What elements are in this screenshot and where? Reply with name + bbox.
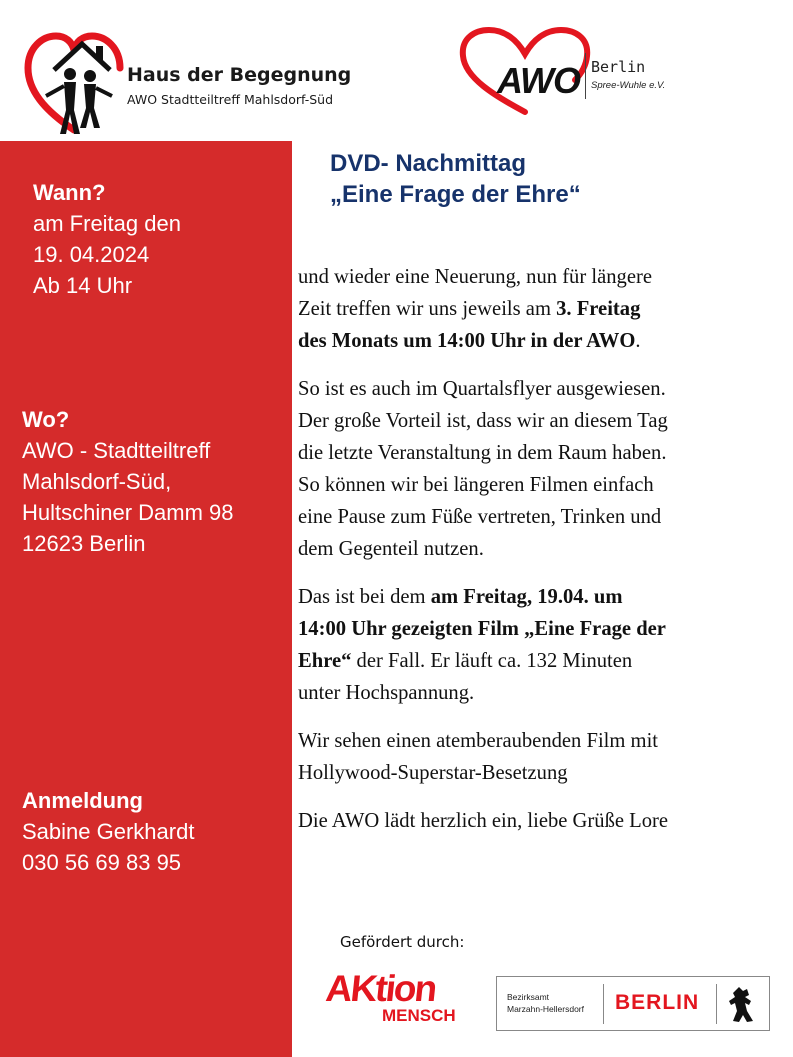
text-line: eine Pause zum Füße vertreten, Trinken und	[298, 506, 662, 528]
bezirksamt-line: Marzahn-Hellersdorf	[507, 1004, 584, 1014]
berlin-bear-icon	[725, 985, 761, 1025]
bezirksamt-line: Bezirksamt	[507, 992, 550, 1002]
bezirksamt-logo	[496, 976, 770, 1031]
text-line: der Fall. Er läuft ca. 132 Minuten	[351, 650, 633, 672]
registration-block	[22, 785, 194, 878]
text-line: die letzte Veranstaltung in dem Raum haben.	[298, 442, 667, 464]
where-block	[22, 404, 234, 559]
bold-text: des Monats um 14:00 Uhr in der AWO	[298, 330, 636, 352]
text-line: Die AWO lädt herzlich ein, liebe Grüße Lore	[298, 810, 669, 832]
mensch-logo-text: MENSCH	[382, 1006, 456, 1025]
text-line: Das ist bei dem	[298, 586, 431, 608]
info-sidebar	[0, 141, 292, 1057]
bezirksamt-text	[507, 991, 584, 1015]
awo-city: Berlin	[591, 58, 646, 76]
where-heading: Wo?	[22, 407, 70, 432]
awo-separator	[585, 53, 586, 99]
awo-logo	[455, 26, 695, 116]
paragraph	[298, 805, 788, 837]
paragraph	[298, 261, 788, 357]
text-line: Hollywood-Superstar-Besetzung	[298, 762, 568, 784]
awo-region: Spree-Wuhle e.V.	[591, 80, 666, 91]
bold-text: 14:00 Uhr gezeigten Film „Eine Frage der	[298, 618, 666, 640]
bold-text: am Freitag, 19.04. um	[430, 586, 623, 608]
aktion-logo-text: AKtion	[323, 968, 438, 1009]
text-line: dem Gegenteil nutzen.	[298, 538, 484, 560]
divider	[716, 984, 717, 1024]
haus-der-begegnung-logo	[24, 30, 364, 140]
text-line: So ist es auch im Quartalsflyer ausgewiesen.	[298, 378, 666, 400]
when-line: am Freitag den	[33, 211, 181, 236]
divider	[603, 984, 604, 1024]
registration-heading: Anmeldung	[22, 788, 143, 813]
text-line: Zeit treffen wir uns jeweils am	[298, 298, 557, 320]
page-title	[330, 148, 581, 210]
when-heading: Wann?	[33, 180, 106, 205]
registration-phone: 030 56 69 83 95	[22, 850, 182, 875]
bold-text: Ehre“	[298, 650, 352, 672]
when-block	[33, 177, 181, 301]
paragraph	[298, 725, 788, 789]
where-line: Hultschiner Damm 98	[22, 500, 234, 525]
text-line: unter Hochspannung.	[298, 682, 475, 704]
paragraph	[298, 581, 788, 709]
bold-text: 3. Freitag	[556, 298, 641, 320]
text-line: Der große Vorteil ist, dass wir an diesem Tag	[298, 410, 668, 432]
paragraph	[298, 373, 788, 565]
text-line: Wir sehen einen atemberaubenden Film mit	[298, 730, 659, 752]
aktion-mensch-logo	[323, 968, 476, 1034]
title-line: DVD- Nachmittag	[330, 150, 527, 177]
body-text	[298, 261, 788, 853]
text-line: .	[635, 330, 641, 352]
heart-house-logo-icon	[24, 30, 124, 140]
funded-by-label: Gefördert durch:	[340, 933, 465, 951]
where-line: Mahlsdorf-Süd,	[22, 469, 172, 494]
where-line: AWO - Stadtteiltreff	[22, 438, 211, 463]
hdb-title: Haus der Begegnung	[127, 64, 352, 86]
berlin-wordmark: BERLIN	[615, 991, 700, 1014]
text-line: und wieder eine Neuerung, nun für längere	[298, 266, 652, 288]
awo-name: AWO	[497, 60, 580, 101]
text-line: So können wir bei längeren Filmen einfach	[298, 474, 654, 496]
title-line: „Eine Frage der Ehre“	[330, 181, 581, 208]
registration-name: Sabine Gerkhardt	[22, 819, 195, 844]
hdb-subtitle: AWO Stadtteiltreff Mahlsdorf-Süd	[127, 92, 334, 107]
when-line: Ab 14 Uhr	[33, 273, 133, 298]
when-line: 19. 04.2024	[33, 242, 150, 267]
where-line: 12623 Berlin	[22, 531, 146, 556]
